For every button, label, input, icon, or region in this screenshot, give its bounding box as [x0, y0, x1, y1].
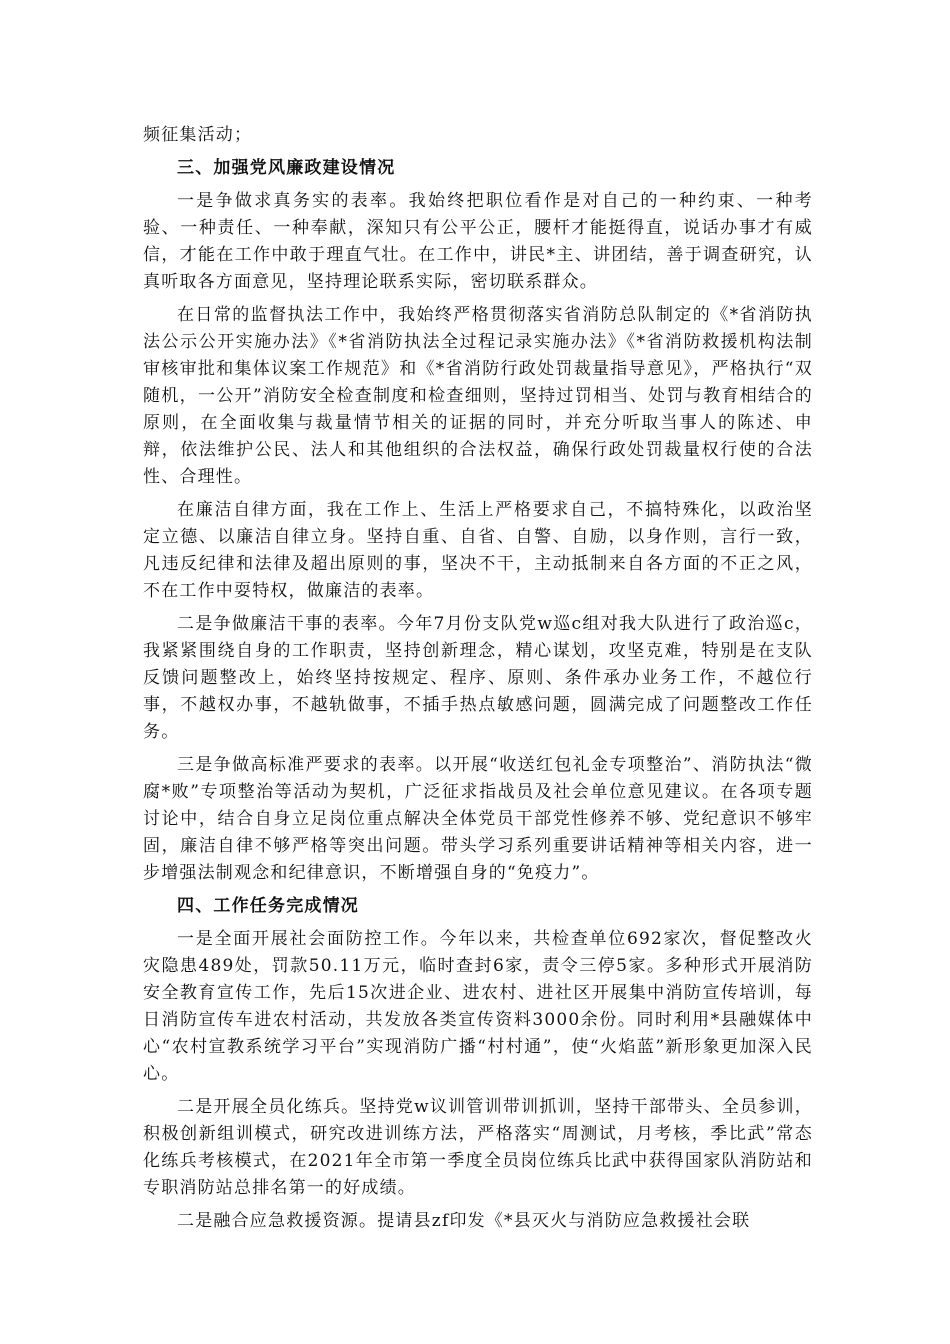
paragraph: 在廉洁自律方面，我在工作上、生活上严格要求自己，不搞特殊化，以政治坚定立德、以廉洁自律立身。坚持自重、自省、自警、自励，以身作则，言行一致，凡违反纪律和法律及超出原则的事，坚决不干，主动抵制来自各方面的不正之风，不在工作中耍特权，做廉洁的表率。 [143, 500, 813, 601]
document-body [143, 122, 813, 1241]
paragraph: 在日常的监督执法工作中，我始终严格贯彻落实省消防总队制定的《*省消防执法公示公开实施办法》《*省消防执法全过程记录实施办法》《*省消防救援机构法制审核审批和集体议案工作规范》和《*省消防行政处罚裁量指导意见》，严格执行“双随机，一公开”消防安全检查制度和检查细则，坚持过罚相当、处罚与教育相结合的原则，在全面收集与裁量情节相关的证据的同时，并充分听取当事人的陈述、申辩，依法维护公民、法人和其他组织的合法权益，确保行政处罚裁量权行使的合法性、合理性。 [143, 305, 813, 487]
section-heading-3: 三、加强党风廉政建设情况 [177, 158, 396, 178]
paragraph: 三是争做高标准严要求的表率。以开展“收送红包礼金专项整治”、消防执法“微腐*败”专项整治等活动为契机，广泛征求指战员及社会单位意见建议。在各项专题讨论中，结合自身立足岗位重点解决全体党员干部党性修养不够、党纪意识不够牢固，廉洁自律不够严格等突出问题。带头学习系列重要讲话精神等相关内容，进一步增强法制观念和纪律意识，不断增强自身的“免疫力”。 [143, 755, 813, 883]
paragraph: 一是争做求真务实的表率。我始终把职位看作是对自己的一种约束、一种考验、一种责任、一种奉献，深知只有公平公正，腰杆才能挺得直，说话办事才有威信，才能在工作中敢于理直气壮。在工作中，讲民*主、讲团结，善于调查研究，认真听取各方面意见，坚持理论联系实际，密切联系群众。 [143, 191, 813, 292]
section-heading-4: 四、工作任务完成情况 [177, 896, 359, 916]
paragraph: 一是全面开展社会面防控工作。今年以来，共检查单位692家次，督促整改火灾隐患489处，罚款50.11万元，临时查封6家，责令三停5家。多种形式开展消防安全教育宣传工作，先后15次进企业、进农村、进社区开展集中消防宣传培训，每日消防宣传车进农村活动，共发放各类宣传资料3000余份。同时利用*县融媒体中心“农村宣教系统学习平台”实现消防广播“村村通”，使“火焰蓝”新形象更加深入民心。 [143, 929, 813, 1084]
paragraph: 二是争做廉洁干事的表率。今年7月份支队党w巡c组对我大队进行了政治巡c，我紧紧围绕自身的工作职责，坚持创新理念，精心谋划，攻坚克难，特别是在支队反馈问题整改上，始终坚持按规定、程序、原则、条件承办业务工作，不越位行事，不越权办事，不越轨做事，不插手热点敏感问题，圆满完成了问题整改工作任务。 [143, 614, 813, 742]
paragraph: 二是融合应急救援资源。提请县zf印发《*县灭火与消防应急救援社会联 [177, 1211, 751, 1231]
paragraph-continuation: 频征集活动； [143, 125, 253, 145]
paragraph: 二是开展全员化练兵。坚持党w议训管训带训抓训，坚持干部带头、全员参训，积极创新组训模式，研究改进训练方法，严格落实“周测试，月考核，季比武”常态化练兵考核模式，在2021年全市第一季度全员岗位练兵比武中获得国家队消防站和专职消防站总排名第一的好成绩。 [143, 1097, 813, 1198]
